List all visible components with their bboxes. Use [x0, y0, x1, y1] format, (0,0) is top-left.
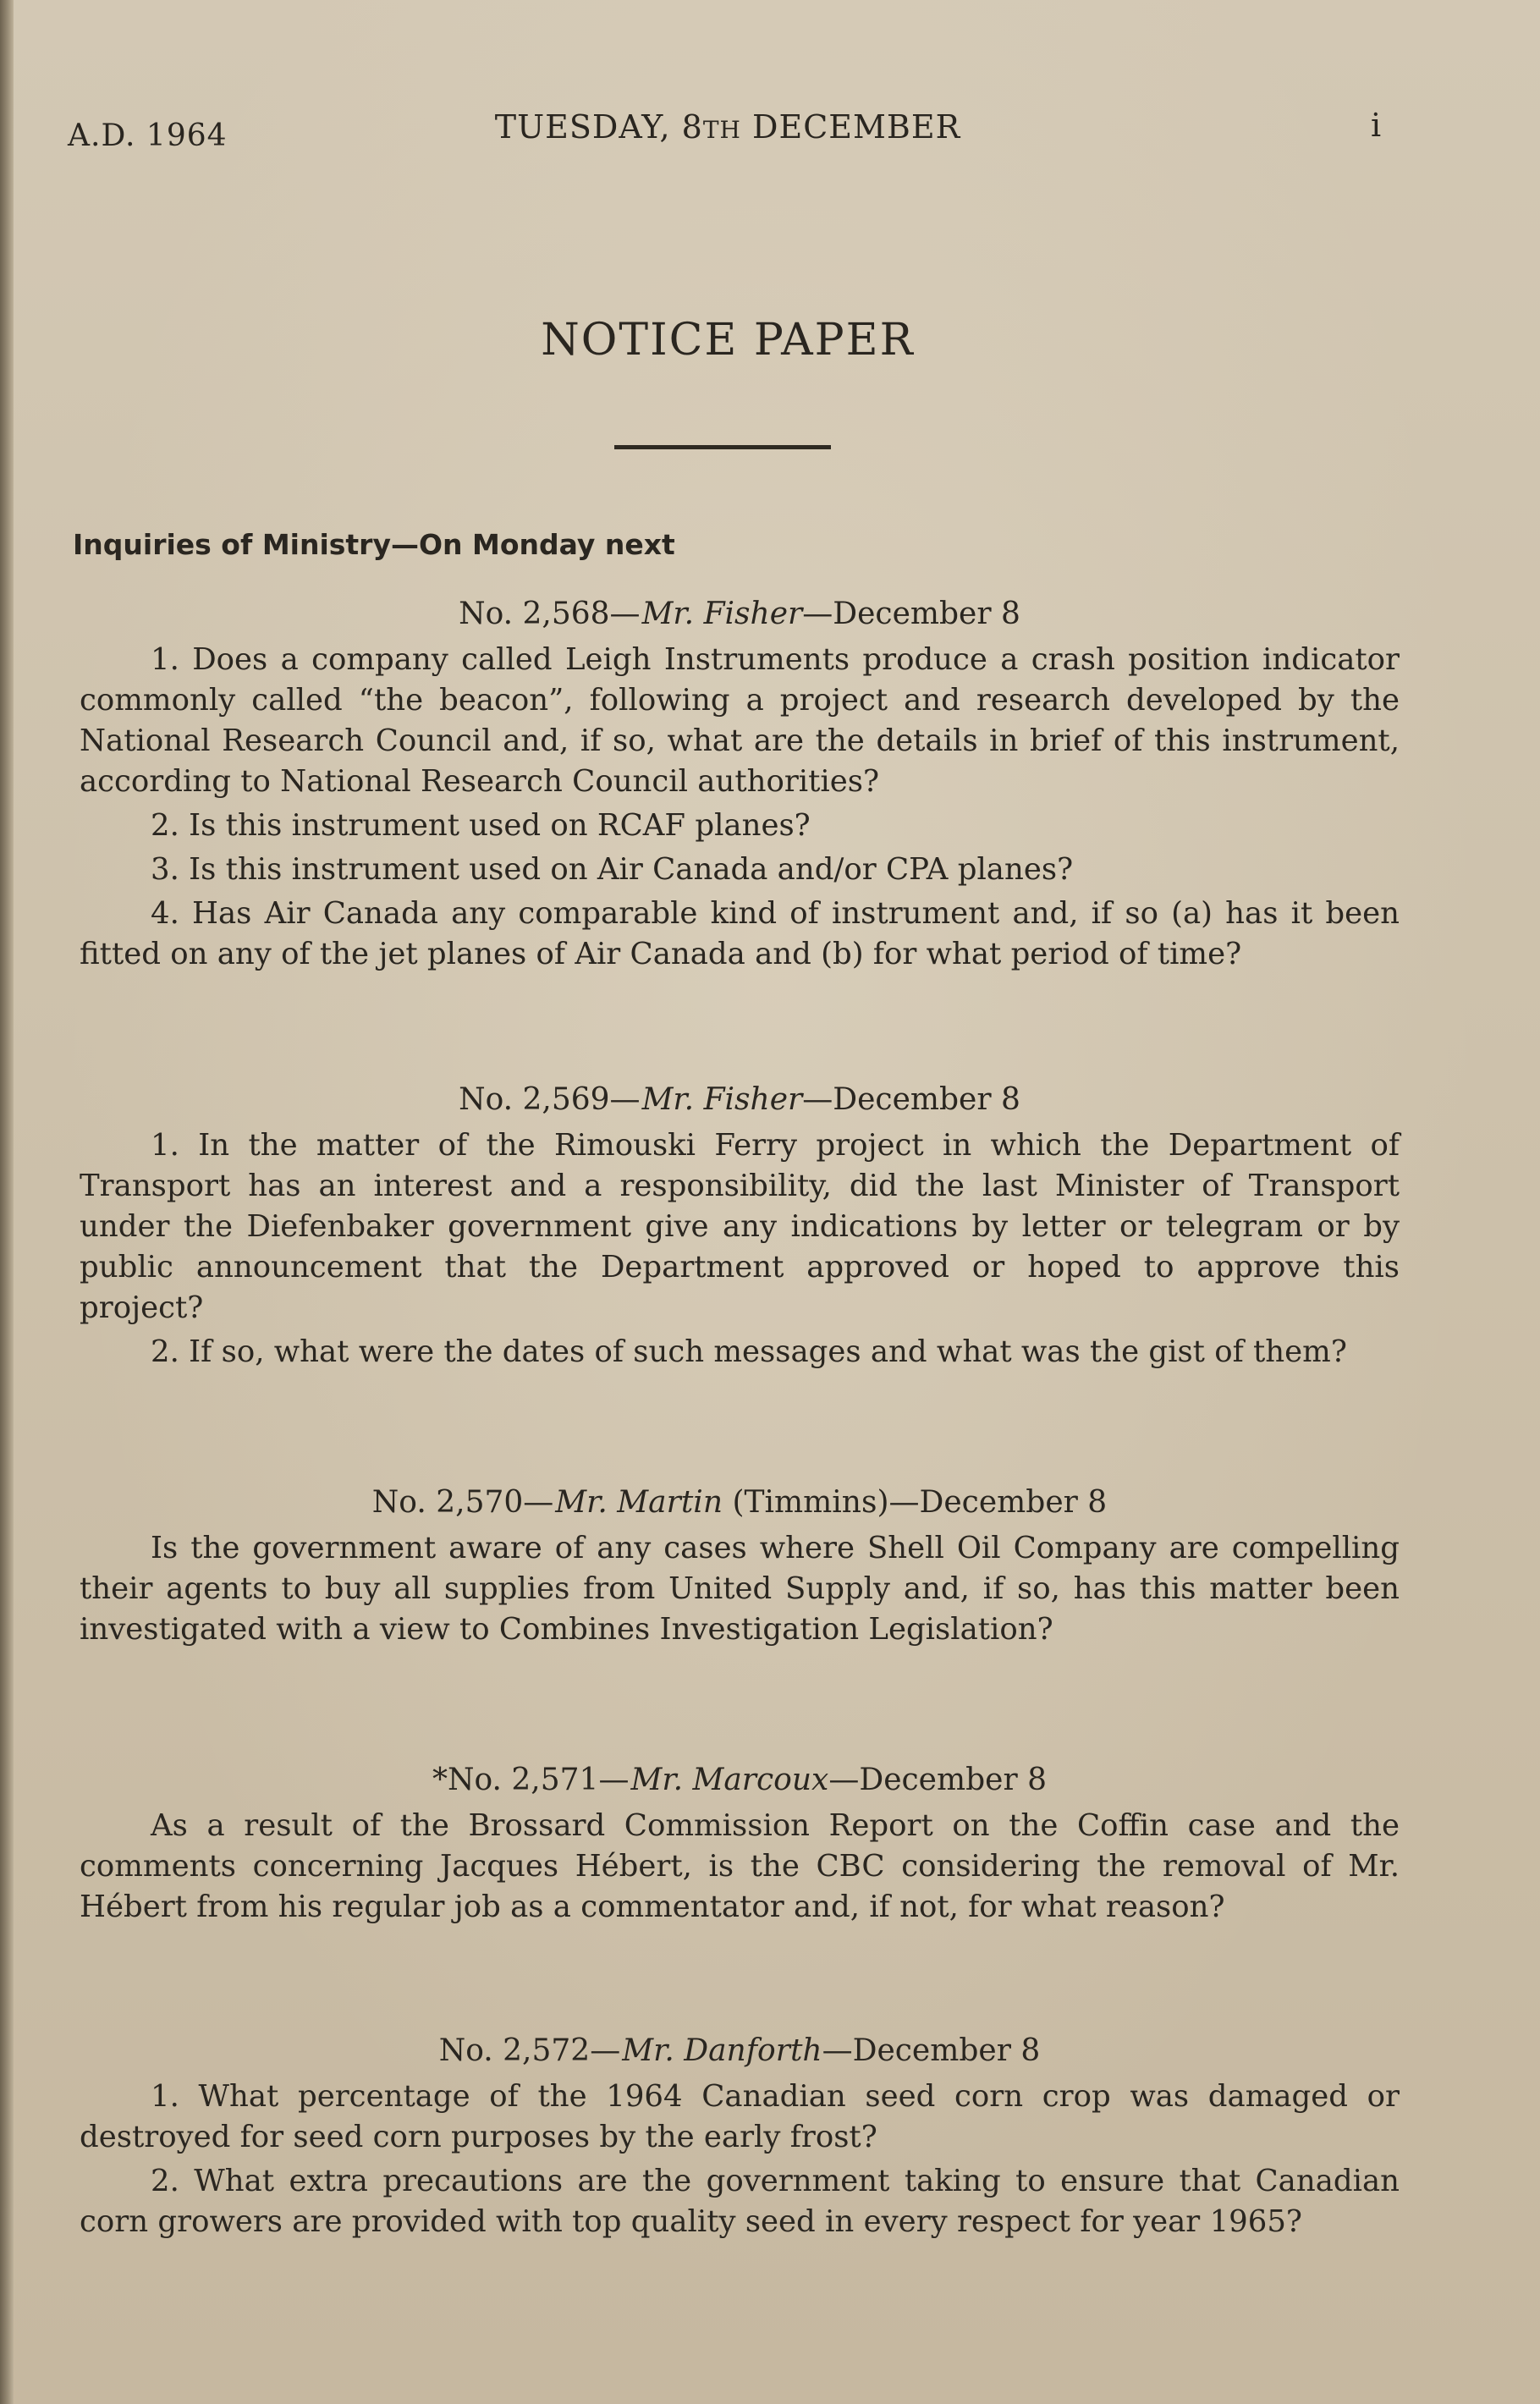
- question-2572: [80, 2031, 1400, 2246]
- header-date: [0, 108, 1455, 146]
- question-heading: [80, 2031, 1400, 2071]
- question-heading: [80, 594, 1400, 635]
- question-riding: (Timmins): [723, 1485, 889, 1520]
- header-date-suffix: TH: [702, 116, 741, 144]
- question-paragraph: 2. Is this instrument used on RCAF planes?: [151, 808, 811, 843]
- header-date-month: DECEMBER: [752, 108, 961, 146]
- question-number: No. 2,569—: [459, 1082, 641, 1117]
- question-2570: [80, 1483, 1400, 1653]
- page-number: i: [1371, 107, 1382, 144]
- question-paragraph: 1. In the matter of the Rimouski Ferry project in which the Department of Transport has an interest and a responsibility, did the last Minister of Transport under the Diefenbaker government give any indications by letter or telegram or by public announcement that the Department approved or hoped to approve this project?: [80, 1128, 1400, 1325]
- running-header: [0, 108, 1540, 159]
- question-number: No. 2,570—: [371, 1485, 554, 1520]
- question-heading: [80, 1080, 1400, 1120]
- question-member: Mr. Fisher: [641, 1082, 803, 1117]
- header-year: A.D. 1964: [68, 118, 228, 153]
- question-heading: [80, 1760, 1400, 1801]
- question-paragraph: 1. Does a company called Leigh Instruments produce a crash position indicator commonly called “the beacon”, following a project and research developed by the National Research Council and, if so, what are the details in brief of this instrument, according to National Research Council authorities?: [80, 642, 1400, 799]
- question-paragraph: 3. Is this instrument used on Air Canada and/or CPA planes?: [151, 852, 1074, 887]
- question-member: Mr. Fisher: [641, 597, 803, 631]
- question-paragraph: 4. Has Air Canada any comparable kind of instrument and, if so (a) has it been fitted on any of the jet planes of Air Canada and (b) for what period of time?: [80, 896, 1400, 971]
- question-date: —December 8: [802, 1082, 1020, 1117]
- question-date: —December 8: [802, 597, 1020, 631]
- page-title: NOTICE PAPER: [541, 315, 915, 366]
- header-date-day: TUESDAY, 8: [494, 108, 703, 146]
- question-member: Mr. Marcoux: [630, 1763, 829, 1797]
- question-2569: [80, 1080, 1400, 1376]
- question-paragraph: 2. If so, what were the dates of such messages and what was the gist of them?: [151, 1334, 1347, 1369]
- question-2568: [80, 594, 1400, 978]
- question-paragraph: 1. What percentage of the 1964 Canadian seed corn crop was damaged or destroyed for seed corn purposes by the early frost?: [80, 2079, 1400, 2154]
- question-paragraph: 2. What extra precautions are the government taking to ensure that Canadian corn growers are provided with top quality seed in every respect for year 1965?: [80, 2164, 1400, 2239]
- question-2571: [80, 1760, 1400, 1931]
- question-paragraph: Is the government aware of any cases where Shell Oil Company are compelling their agents to buy all supplies from United Supply and, if so, has this matter been investigated with a view to Combines Investigation Legislation?: [80, 1531, 1400, 1647]
- question-member: Mr. Martin: [555, 1485, 723, 1520]
- question-number: No. 2,572—: [438, 2033, 621, 2068]
- section-heading: Inquiries of Ministry—On Monday next: [73, 528, 675, 561]
- question-heading: [80, 1483, 1400, 1523]
- question-member: Mr. Danforth: [622, 2033, 822, 2068]
- question-number: *No. 2,571—: [432, 1763, 630, 1797]
- title-rule: [614, 445, 831, 449]
- question-date: —December 8: [828, 1763, 1048, 1797]
- question-number: No. 2,568—: [459, 597, 641, 631]
- question-date: —December 8: [822, 2033, 1041, 2068]
- question-date: —December 8: [888, 1485, 1108, 1520]
- question-paragraph: As a result of the Brossard Commission Report on the Coffin case and the comments concerning Jacques Hébert, is the CBC considering the removal of Mr. Hébert from his regular job as a commentator and, if not, for what reason?: [80, 1808, 1400, 1924]
